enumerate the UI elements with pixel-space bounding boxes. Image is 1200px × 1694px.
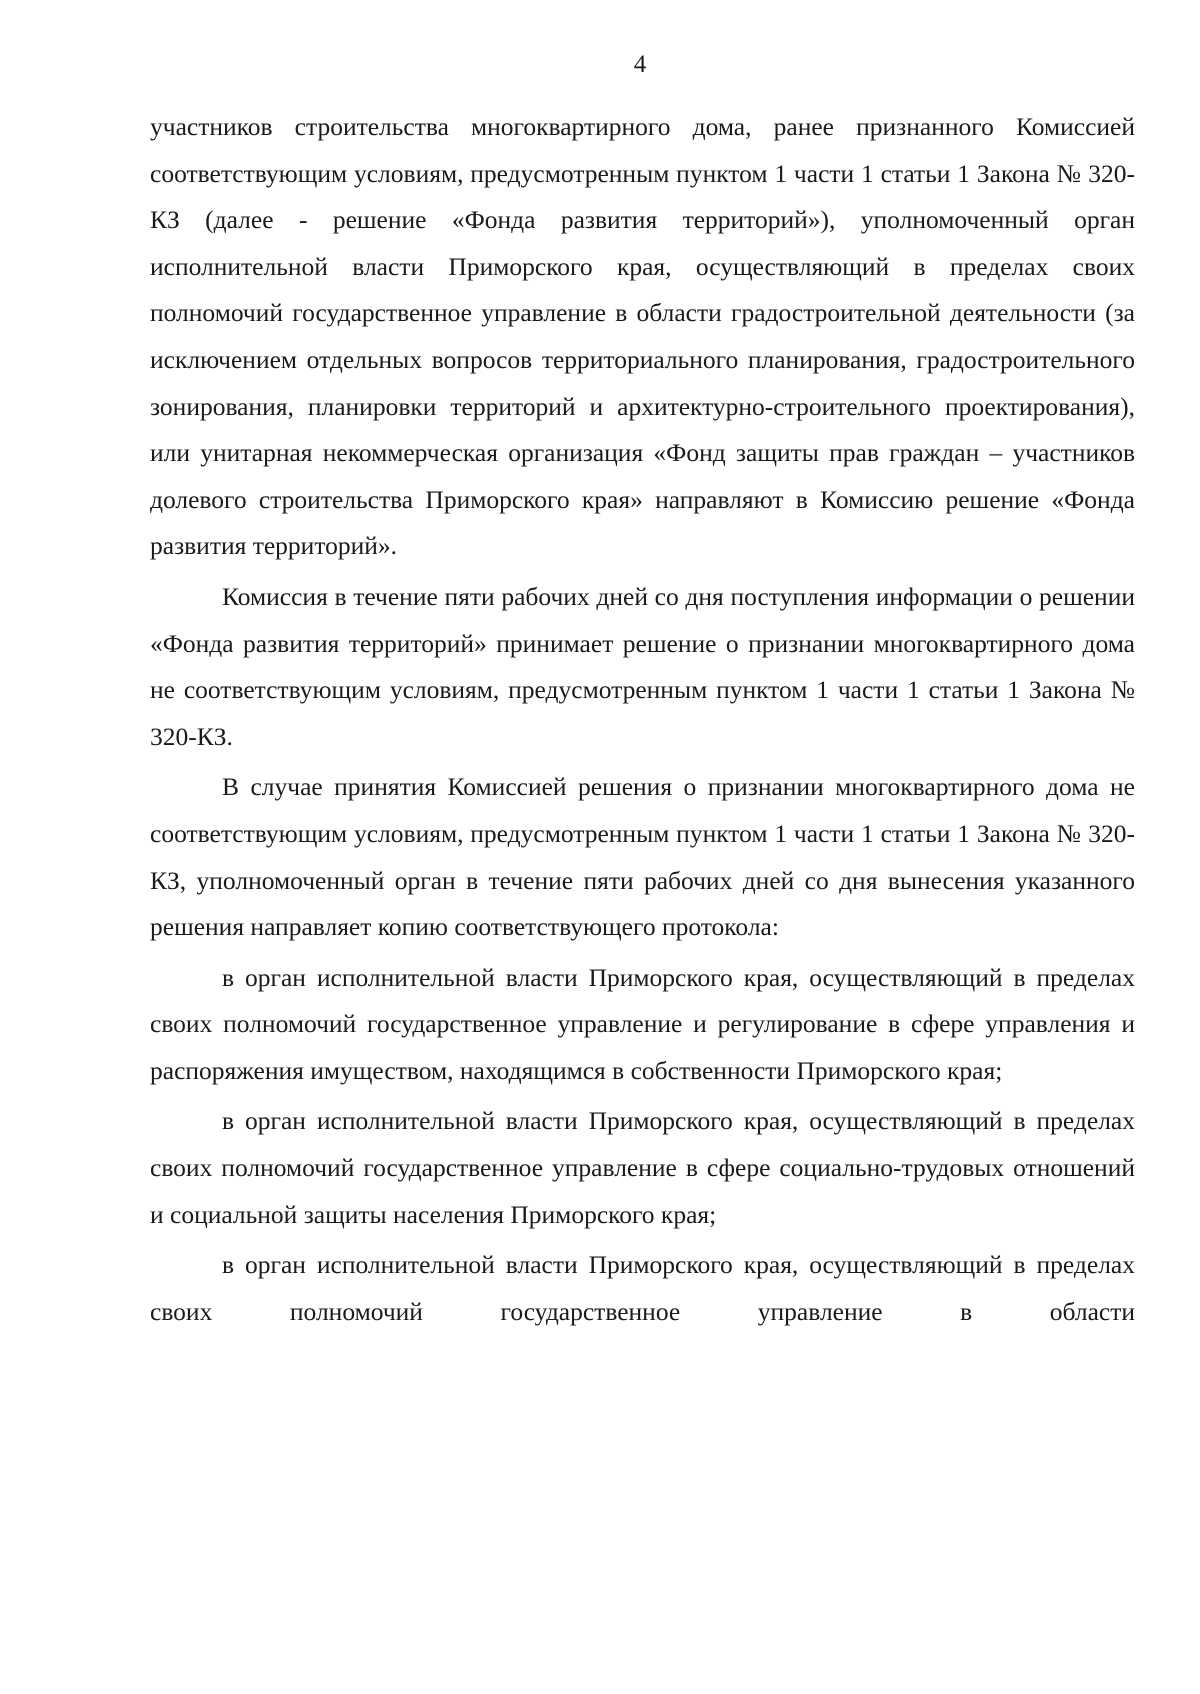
paragraph-commission-decision: Комиссия в течение пяти рабочих дней со дня поступления информации о решении «Фонда развития территорий» принимает решение о признании многоквартирного дома не соответствующим условиям, предусмотренным пунктом 1 части 1 статьи 1 Закона № 320-КЗ.	[150, 581, 1135, 751]
paragraph-continuation: участников строительства многоквартирного дома, ранее признанного Комиссией соответствующим условиям, предусмотренным пунктом 1 части 1 статьи 1 Закона № 320-КЗ (далее - решение «Фонда развития территорий»), уполномоченный орган исполнительной власти Приморского края, осуществляющий в пределах своих полномочий государственное управление в области градостроительной деятельности (за исключением отдельных вопросов территориального планирования, градостроительного зонирования, планировки территорий и архитектурно-строительного проектирования), или унитарная некоммерческая организация «Фонд защиты прав граждан – участников долевого строительства Приморского края» направляют в Комиссию решение «Фонда развития территорий».	[150, 112, 1135, 561]
paragraph-protocol-copy: В случае принятия Комиссией решения о признании многоквартирного дома не соответствующим условиям, предусмотренным пунктом 1 части 1 статьи 1 Закона № 320-КЗ, уполномоченный орган в течение пяти рабочих дней со дня вынесения указанного решения направляет копию соответствующего протокола:	[150, 772, 1135, 942]
list-item-property-authority: в орган исполнительной власти Приморского края, осуществляющий в пределах своих полномочий государственное управление и регулирование в сфере управления и распоряжения имуществом, находящимся в собственности Приморского края;	[150, 962, 1135, 1085]
list-item-social-authority: в орган исполнительной власти Приморского края, осуществляющий в пределах своих полномочий государственное управление в сфере социально-трудовых отношений и социальной защиты населения Приморского края;	[150, 1106, 1135, 1229]
list-item-continued-authority: в орган исполнительной власти Приморского края, осуществляющий в пределах своих полномочий государственное управление в области	[150, 1250, 1135, 1326]
page-number: 4	[633, 51, 647, 78]
document-body	[150, 104, 1135, 1335]
